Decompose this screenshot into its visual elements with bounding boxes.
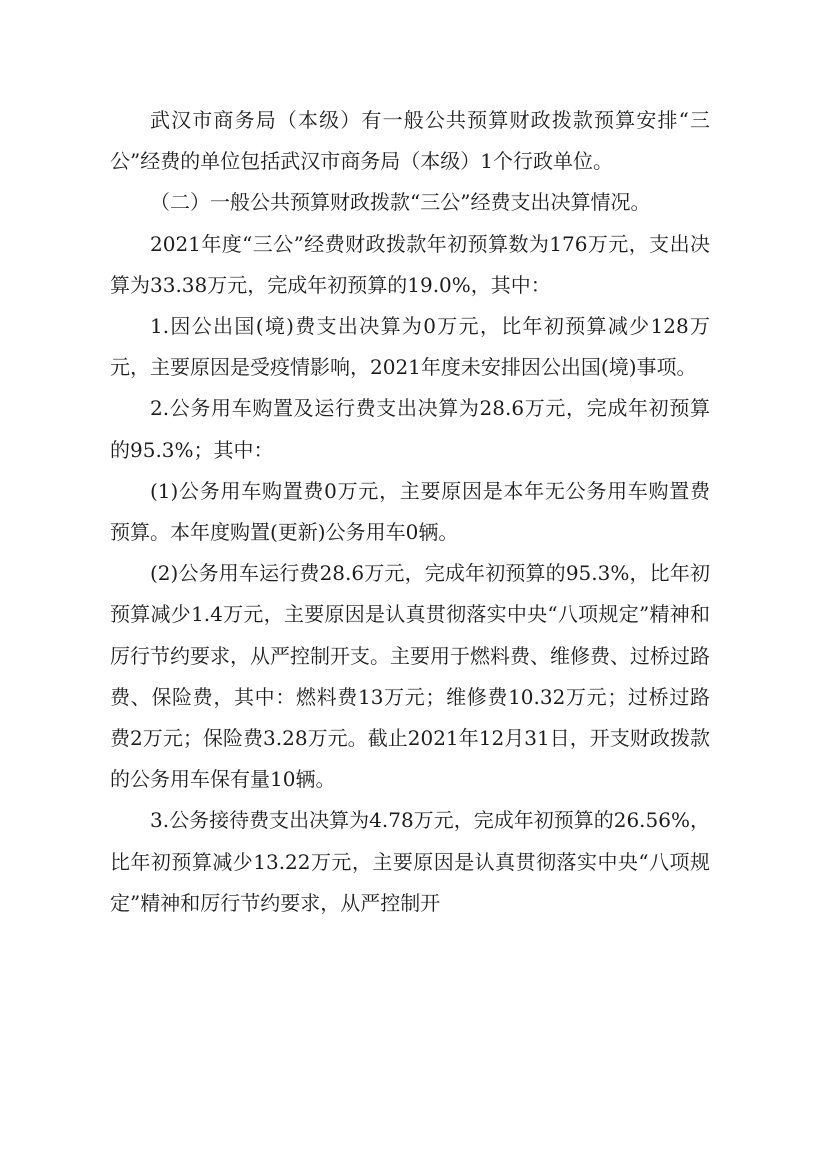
paragraph-overall-summary: 2021年度“三公”经费财政拨款年初预算数为176万元，支出决算为33.38万元，完成年初预算的19.0%，其中： (110, 231, 710, 297)
paragraph-section-heading: （二）一般公共预算财政拨款“三公”经费支出决算情况。 (150, 190, 651, 215)
paragraph-vehicle-purchase: (1)公务用车购置费0万元，主要原因是本年无公务用车购置费预算。本年度购置(更新)公务用车0辆。 (110, 478, 710, 545)
paragraph-vehicle-total: 2.公务用车购置及运行费支出决算为28.6万元，完成年初预算的95.3%；其中： (110, 396, 710, 462)
paragraph-reception: 3.公务接待费支出决算为4.78万元，完成年初预算的26.56%，比年初预算减少13.22万元，主要原因是认真贯彻落实中央“八项规定”精神和厉行节约要求，从严控制开 (110, 808, 710, 915)
paragraph-overseas-travel: 1.因公出国(境)费支出决算为0万元，比年初预算减少128万元，主要原因是受疫情影响，2021年度未安排因公出国(境)事项。 (110, 314, 710, 380)
document-body (110, 100, 710, 924)
paragraph-unit-scope: 武汉市商务局（本级）有一般公共预算财政拨款预算安排“三公”经费的单位包括武汉市商务局（本级）1个行政单位。 (110, 108, 710, 174)
paragraph-vehicle-operation: (2)公务用车运行费28.6万元，完成年初预算的95.3%，比年初预算减少1.4万元，主要原因是认真贯彻落实中央“八项规定”精神和厉行节约要求，从严控制开支。主要用于燃料费、维修费、过桥过路费、保险费，其中：燃料费13万元；维修费10.32万元；过桥过路费2万元；保险费3.28万元。截止2021年12月31日，开支财政拨款的公务用车保有量10辆。 (110, 561, 710, 792)
